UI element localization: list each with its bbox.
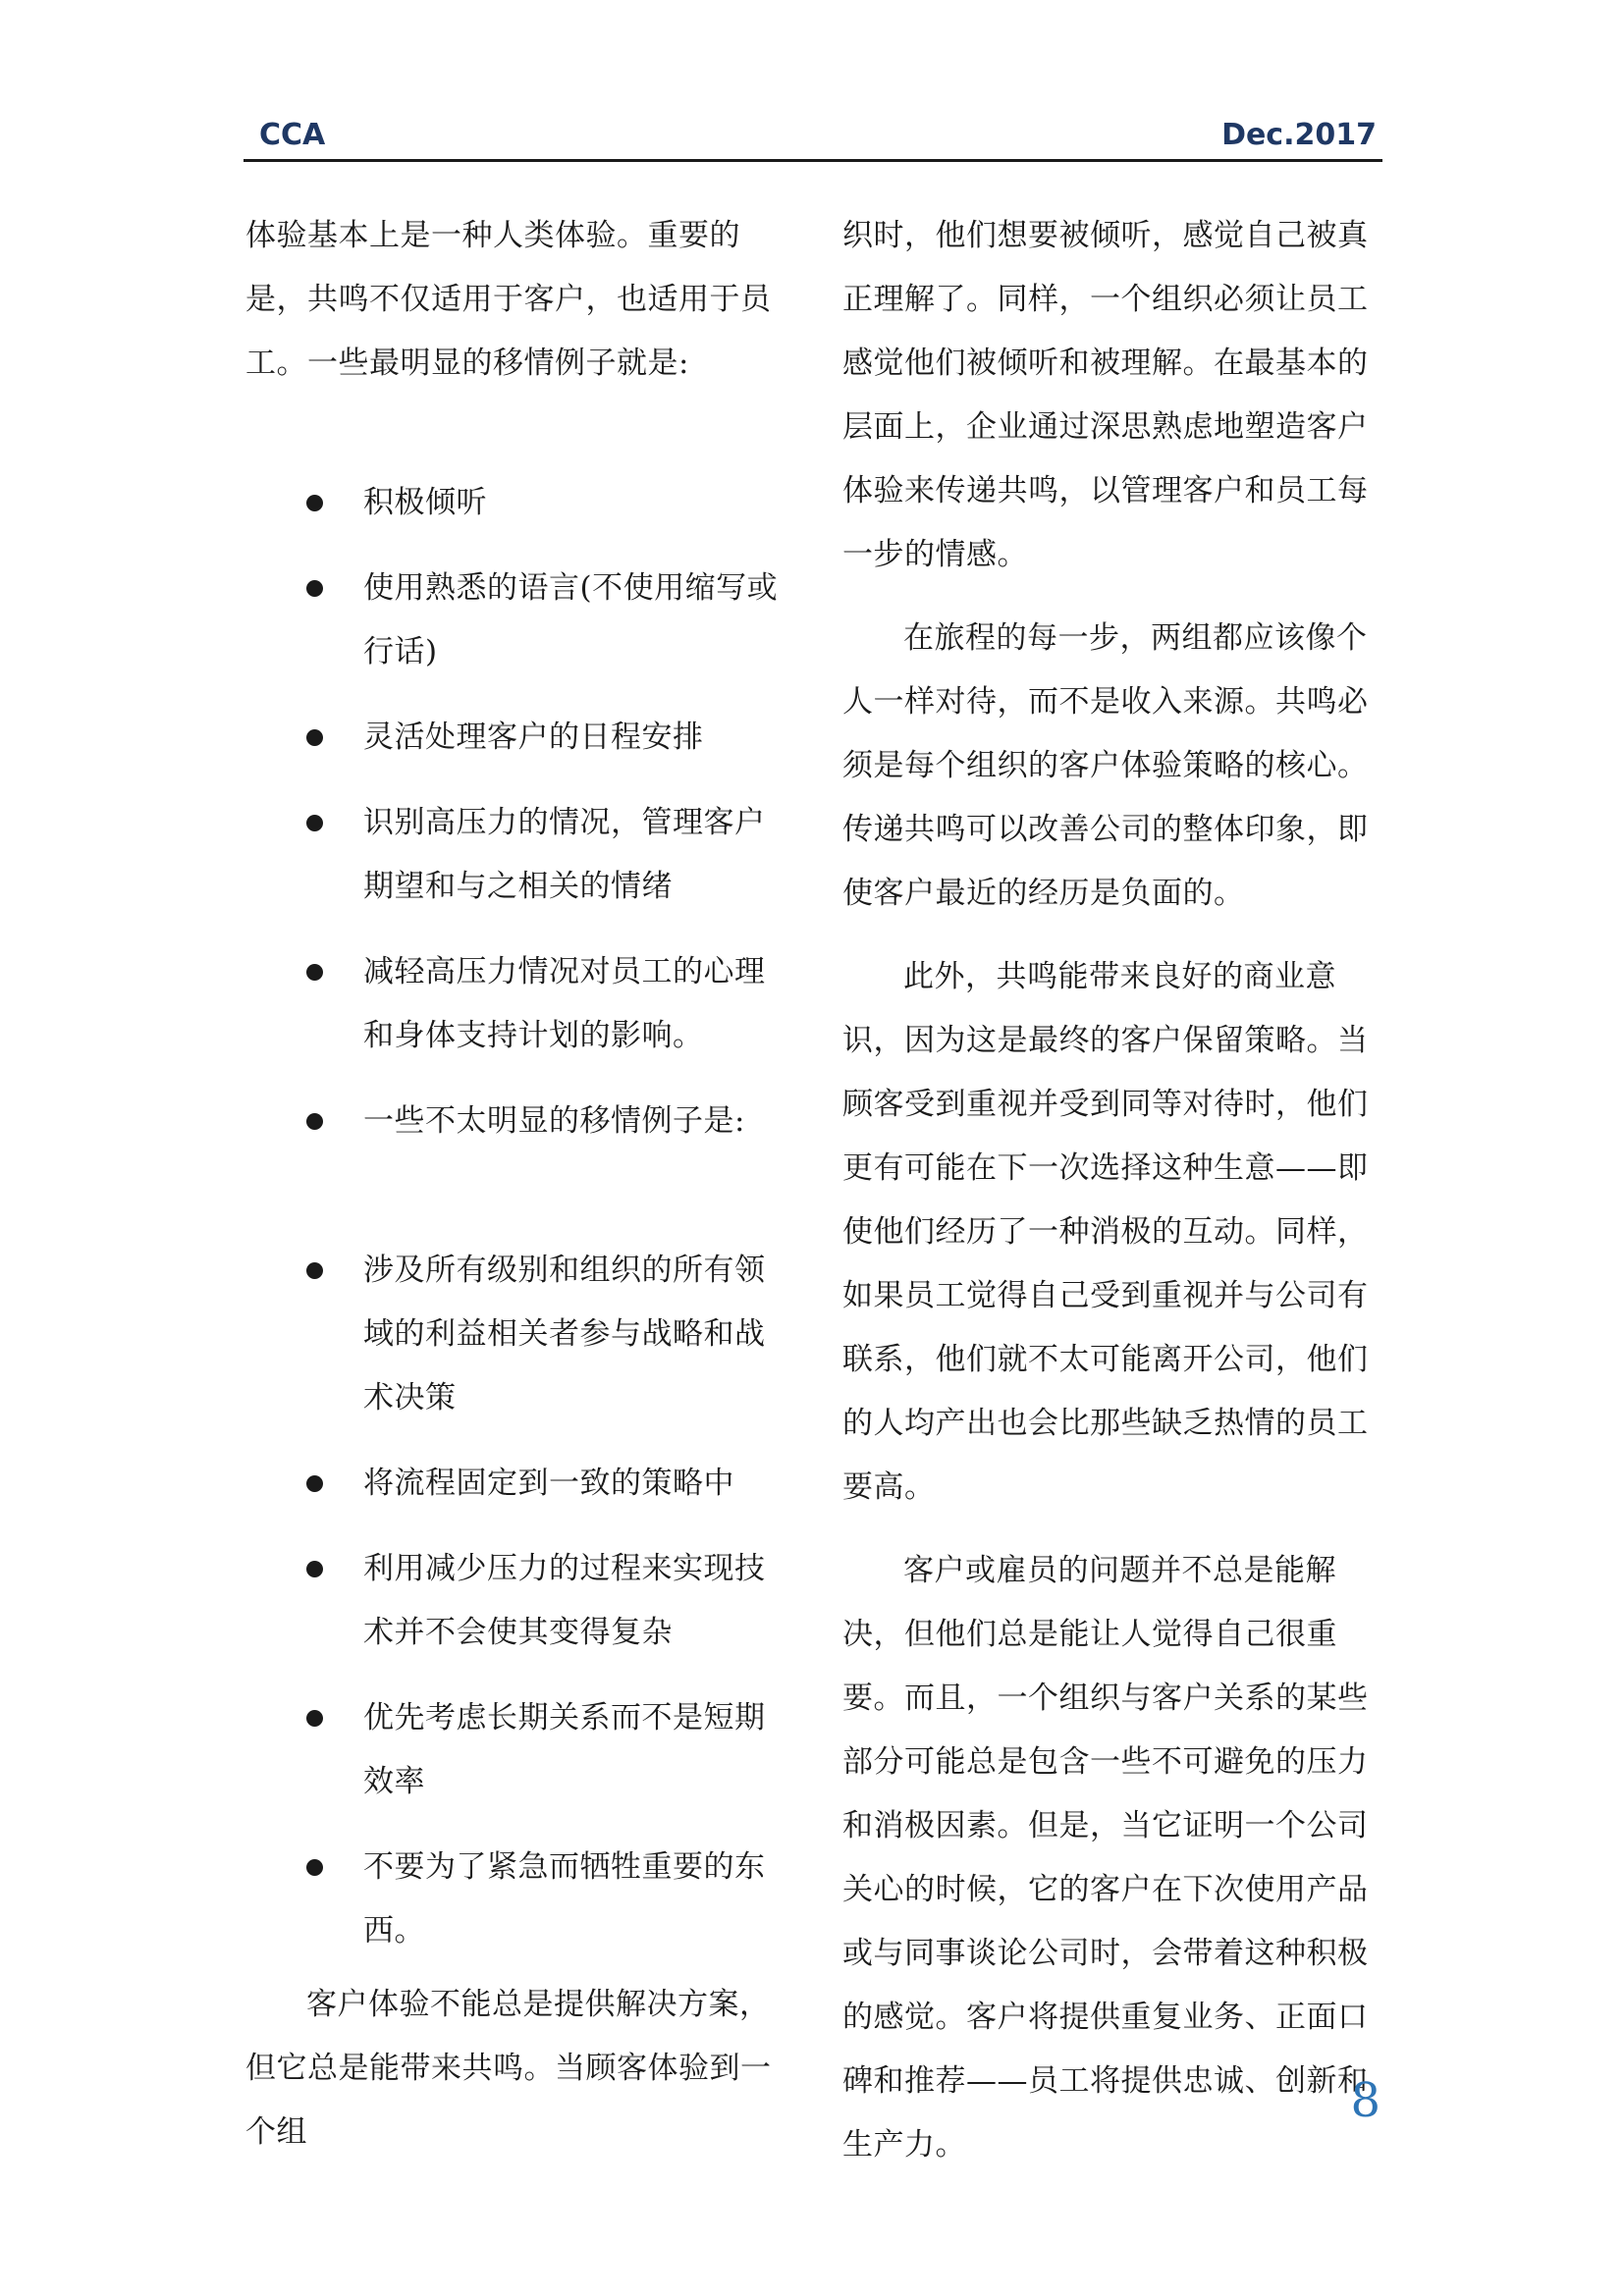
- list-item: [245, 1452, 795, 1516]
- bullet-icon: [306, 495, 323, 511]
- list-item-text: 识别高压力的情况，管理客户期望和与之相关的情绪: [363, 805, 766, 904]
- list-item: [245, 1686, 795, 1814]
- list-item-text: 减轻高压力情况对员工的心理和身体支持计划的影响。: [363, 954, 766, 1053]
- list-item: [245, 791, 795, 919]
- header-left-label: CCA: [259, 118, 326, 152]
- header-date: Dec.2017: [1221, 118, 1377, 152]
- list-item-text: 利用减少压力的过程来实现技术并不会使其变得复杂: [363, 1551, 766, 1650]
- list-item: [245, 1239, 795, 1430]
- bullet-icon: [306, 1262, 323, 1279]
- bullet-icon: [306, 1475, 323, 1492]
- list-item: [245, 940, 795, 1068]
- left-column: [245, 204, 795, 2164]
- list-item: [245, 1537, 795, 1665]
- body-paragraph: 客户或雇员的问题并不总是能解决，但他们总是能让人觉得自己很重要。而且，一个组织与客户关系的某些部分可能总是包含一些不可避免的压力和消极因素。但是，当它证明一个公司关心的时候，它的客户在下次使用产品或与同事谈论公司时，会带着这种积极的感觉。客户将提供重复业务、正面口碑和推荐——员工将提供忠诚、创新和生产力。: [842, 1553, 1369, 2163]
- list-item-text: 积极倾听: [363, 485, 487, 520]
- bullet-icon: [306, 1113, 323, 1130]
- list-item-text: 灵活处理客户的日程安排: [363, 720, 704, 755]
- body-paragraph: 此外，共鸣能带来良好的商业意识，因为这是最终的客户保留策略。当顾客受到重视并受到同等对待时，他们更有可能在下一次选择这种生意——即使他们经历了一种消极的互动。同样，如果员工觉得自己受到重视并与公司有联系，他们就不太可能离开公司，他们的人均产出也会比那些缺乏热情的员工要高。: [842, 959, 1369, 1505]
- list-item: [245, 706, 795, 770]
- list-item-text: 使用熟悉的语言(不使用缩写或行话): [363, 570, 779, 669]
- right-column: [842, 204, 1390, 2197]
- intro-paragraph: 体验基本上是一种人类体验。重要的是，共鸣不仅适用于客户，也适用于员工。一些最明显的移情例子就是:: [245, 218, 772, 381]
- bullet-icon: [306, 815, 323, 831]
- list-item-text: 将流程固定到一致的策略中: [363, 1466, 734, 1501]
- body-paragraph: 织时，他们想要被倾听，感觉自己被真正理解了。同样，一个组织必须让员工感觉他们被倾听和被理解。在最基本的层面上，企业通过深思熟虑地塑造客户体验来传递共鸣，以管理客户和员工每一步的情感。: [842, 218, 1369, 572]
- list-item: [245, 1090, 795, 1153]
- body-paragraph: 在旅程的每一步，两组都应该像个人一样对待，而不是收入来源。共鸣必须是每个组织的客户体验策略的核心。传递共鸣可以改善公司的整体印象，即使客户最近的经历是负面的。: [842, 620, 1369, 911]
- list-item: [245, 471, 795, 535]
- list-item: [245, 557, 795, 684]
- bullet-icon: [306, 580, 323, 597]
- list-item-text: 不要为了紧急而牺牲重要的东西。: [363, 1849, 766, 1949]
- list-item-text: 优先考虑长期关系而不是短期效率: [363, 1700, 766, 1799]
- bullet-icon: [306, 964, 323, 981]
- bullet-icon: [306, 1710, 323, 1727]
- page-number: 8: [1350, 2073, 1380, 2128]
- closing-paragraph: 客户体验不能总是提供解决方案，但它总是能带来共鸣。当顾客体验到一个组: [245, 1987, 772, 2150]
- page-header: [244, 116, 1382, 162]
- bullet-icon: [306, 1859, 323, 1876]
- list-item-text: 一些不太明显的移情例子是:: [363, 1103, 745, 1139]
- list-item: [245, 1836, 795, 1963]
- bullet-icon: [306, 729, 323, 746]
- bullet-icon: [306, 1561, 323, 1577]
- bullet-list: [245, 471, 795, 1963]
- list-item-text: 涉及所有级别和组织的所有领域的利益相关者参与战略和战术决策: [363, 1253, 766, 1415]
